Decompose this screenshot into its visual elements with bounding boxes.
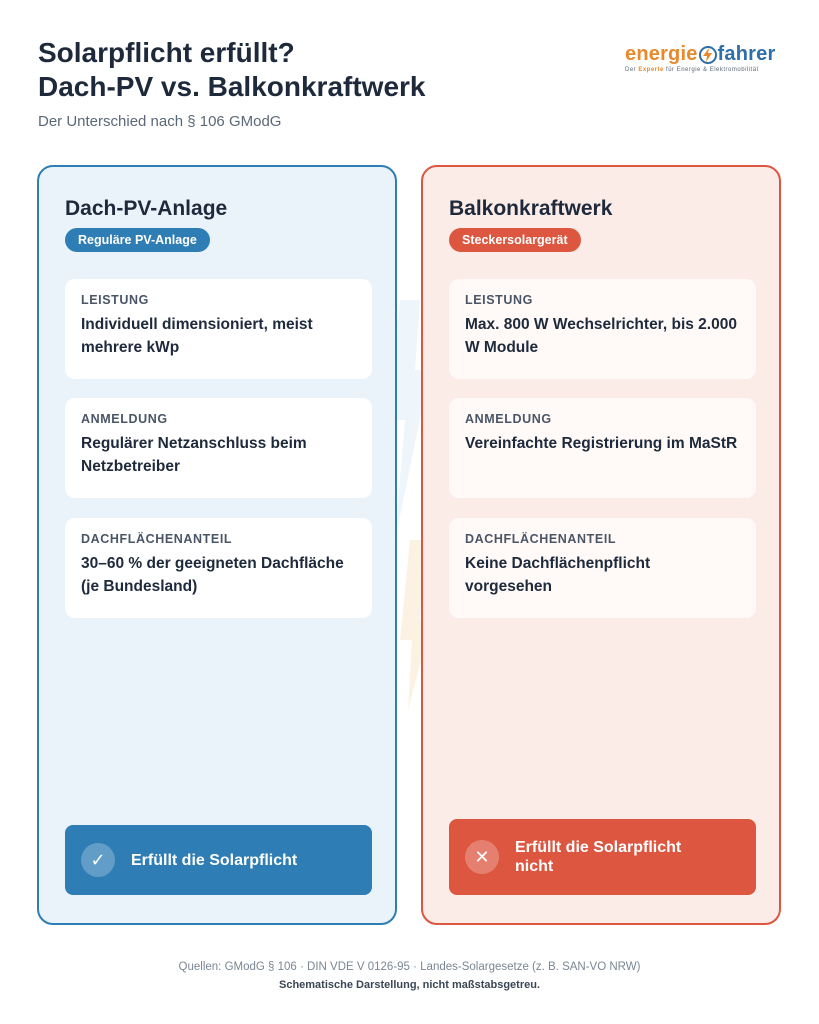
- result-banner-fulfilled: [65, 825, 372, 895]
- result-text: Erfüllt die Solarpflicht nicht: [515, 839, 682, 875]
- category-badge: Steckersolargerät: [449, 228, 581, 252]
- info-value: Max. 800 W Wechselrichter, bis 2.000 W Module: [465, 316, 737, 356]
- info-box-dachflaechenanteil: [449, 518, 756, 618]
- info-label: DACHFLÄCHENANTEIL: [81, 532, 233, 546]
- info-label: ANMELDUNG: [465, 412, 552, 426]
- footer-note: Schematische Darstellung, nicht maßstabsgetreu.: [278, 979, 541, 991]
- logo-tagline: Der Experte für Energie & Elektromobilität: [625, 67, 759, 73]
- logo-word-b: fahrer: [717, 43, 776, 65]
- card-title: Balkonkraftwerk: [449, 197, 613, 220]
- info-box-dachflaechenanteil: [65, 518, 372, 618]
- info-value: Regulärer Netzanschluss beim Netzbetreiber: [81, 435, 307, 475]
- info-label: DACHFLÄCHENANTEIL: [465, 532, 617, 546]
- title-line-1: Solarpflicht erfüllt?: [38, 37, 295, 68]
- result-banner-not-fulfilled: [449, 819, 756, 895]
- logo-word-a: energie: [625, 43, 698, 65]
- title-line-2: Dach-PV vs. Balkonkraftwerk: [38, 71, 426, 102]
- page-subtitle: Der Unterschied nach § 106 GModG: [38, 113, 282, 130]
- info-value: Individuell dimensioniert, meist mehrere kWp: [81, 316, 313, 356]
- card-dach-pv: [37, 165, 397, 925]
- brand-logo: [625, 42, 785, 82]
- card-title: Dach-PV-Anlage: [65, 197, 228, 220]
- card-balkonkraftwerk: [421, 165, 781, 925]
- info-value: 30–60 % der geeigneten Dachfläche (je Bundesland): [81, 555, 344, 595]
- footer-sources: Quellen: GModG § 106 · DIN VDE V 0126-95 · Landes-Solargesetze (z. B. SAN-VO NRW): [178, 961, 641, 973]
- info-box-leistung: [65, 279, 372, 379]
- info-label: LEISTUNG: [81, 293, 149, 307]
- info-box-anmeldung: [65, 398, 372, 498]
- info-value: Keine Dachflächenpflicht vorgesehen: [465, 555, 651, 595]
- result-text: Erfüllt die Solarpflicht: [131, 851, 298, 869]
- category-badge: Reguläre PV-Anlage: [65, 228, 210, 252]
- check-icon: ✓: [81, 843, 115, 877]
- info-box-leistung: [449, 279, 756, 379]
- cross-icon: ✕: [465, 840, 499, 874]
- info-label: ANMELDUNG: [81, 412, 168, 426]
- info-label: LEISTUNG: [465, 293, 533, 307]
- info-box-anmeldung: [449, 398, 756, 498]
- logo-wordmark: [625, 42, 785, 66]
- page-title: [38, 36, 558, 104]
- lightning-bolt-icon: [699, 46, 717, 64]
- info-value: Vereinfachte Registrierung im MaStR: [465, 435, 738, 452]
